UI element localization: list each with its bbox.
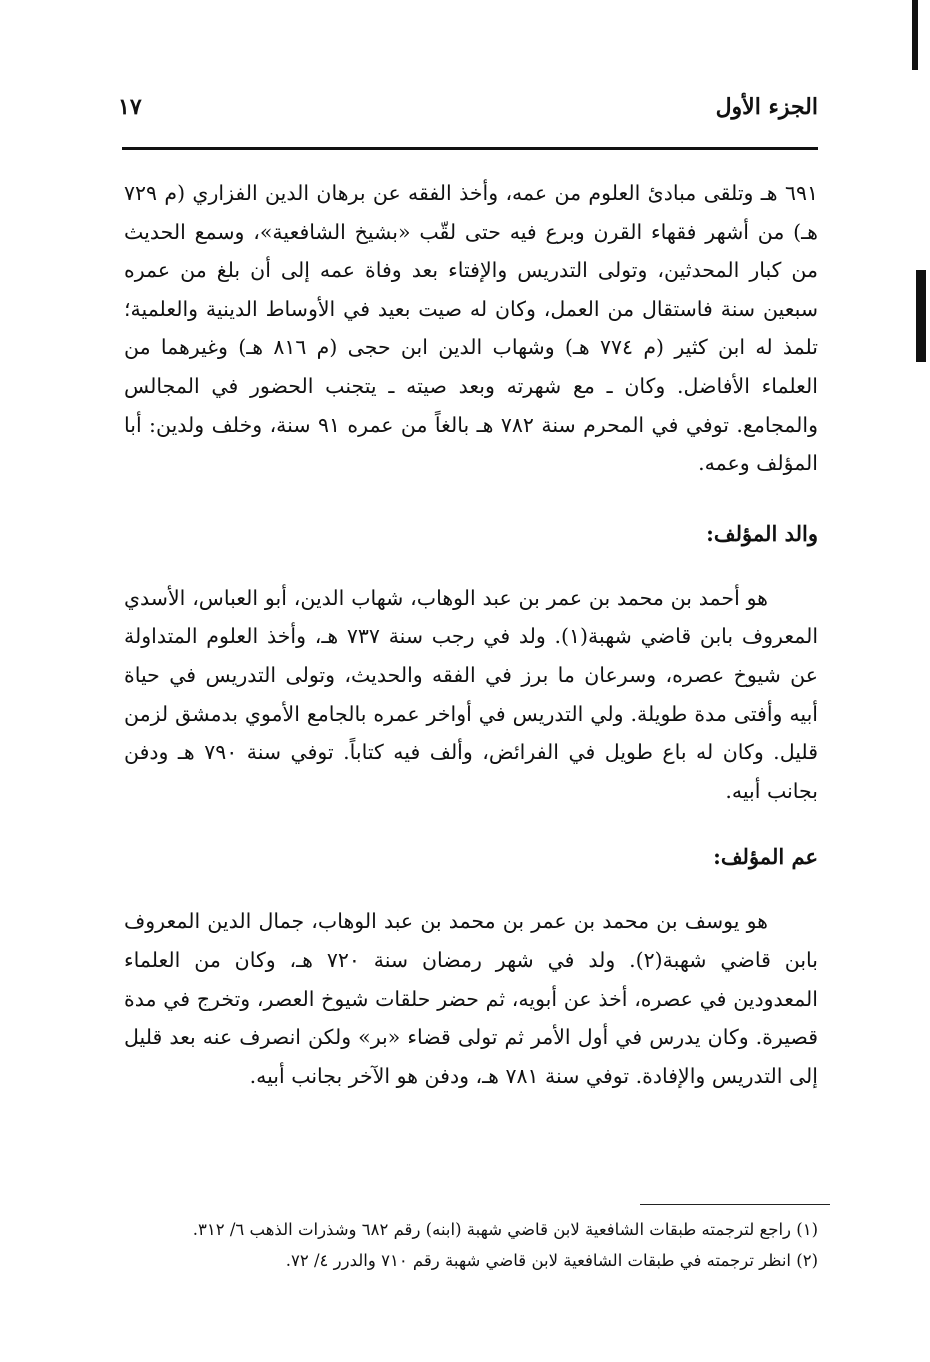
header-rule (122, 147, 818, 150)
intro-paragraph: ٦٩١ هـ وتلقى مبادئ العلوم من عمه، وأخذ الفقه عن برهان الدين الفزاري (م ٧٢٩ هـ) من أشهر فقهاء القرن وبرع فيه حتى لقّب «بشيخ الشافعية»، وسمع الحديث من كبار المحدثين، وتولى التدريس والإفتاء بعد وفاة عمه إلى أن بلغ من عمره سبعين سنة فاستقال من العمل، وكان له صيت بعيد في الأوساط الدينية والعلمية؛ تلمذ له ابن كثير (م ٧٧٤ هـ) وشهاب الدين ابن حجى (م ٨١٦ هـ) وغيرهما من العلماء الأفاضل. وكان ـ مع شهرته وبعد صيته ـ يتجنب الحضور في المجالس والمجامع. توفي في المحرم سنة ٧٨٢ هـ بالغاً من عمره ٩١ سنة، وخلف ولدين: أبا المؤلف وعمه. (124, 181, 818, 476)
section-paragraph-author-father: هو أحمد بن محمد بن عمر بن عبد الوهاب، شهاب الدين، أبو العباس، الأسدي المعروف بابن قاضي شهبة(١). ولد في رجب سنة ٧٣٧ هـ، وأخذ العلوم المتداولة عن شيوخ عصره، وسرعان ما برز في الفقه والحديث، وتولى التدريس في حياة أبيه وأفتى مدة طويلة. ولي التدريس في أواخر عمره بالجامع الأموي بدمشق لزمن قليل. وكان له باع طويل في الفرائض، وألف فيه كتاباً. توفي سنة ٧٩٠ هـ ودفن بجانب أبيه. (124, 585, 819, 803)
footnote-2: (٢) انظر ترجمته في طبقات الشافعية لابن قاضي شهبة رقم ٧١٠ والدرر ٤/ ٧٢. (285, 1251, 818, 1270)
page-number: ١٧ (118, 94, 142, 120)
section-heading-author-father: والد المؤلف: (706, 520, 818, 546)
footnote-1: (١) راجع لترجمته طبقات الشافعية لابن قاضي شهبة (ابنه) رقم ٦٨٢ وشذرات الذهب ٦/ ٣١٢. (192, 1220, 818, 1239)
section-paragraph-author-uncle: هو يوسف بن محمد بن عمر بن محمد بن عبد الوهاب، جمال الدين المعروف بابن قاضي شهبة(٢). ولد في شهر رمضان سنة ٧٢٠ هـ، وكان من العلماء المعدودين في عصره، أخذ عن أبويه، ثم حضر حلقات شيوخ العصر، وتخرج في مدة قصيرة. وكان يدرس في أول الأمر ثم تولى قضاء «بر» ولكن انصرف عنه بعد قليل إلى التدريس والإفادة. توفي سنة ٧٨١ هـ، ودفن هو الآخر بجانب أبيه. (124, 909, 818, 1088)
scan-edge-mark-top (912, 0, 918, 70)
footnote-rule (640, 1204, 830, 1205)
scan-edge-mark-middle (916, 270, 926, 362)
running-title: الجزء الأول (715, 94, 818, 120)
main-text (124, 174, 818, 1095)
section-heading-author-uncle: عم المؤلف: (713, 844, 818, 870)
footnotes (124, 1214, 818, 1276)
